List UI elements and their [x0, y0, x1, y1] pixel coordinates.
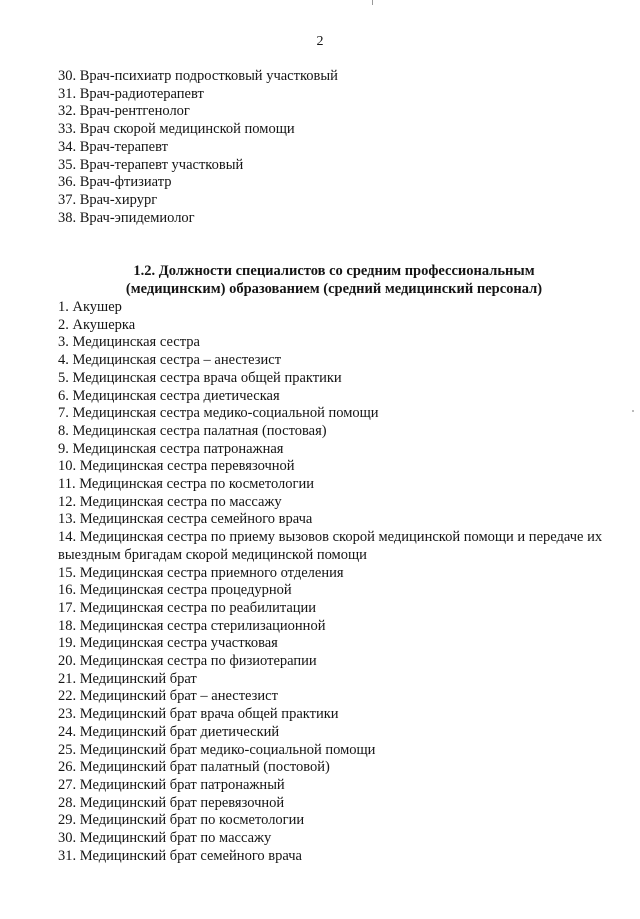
- list-item: 30. Медицинский брат по массажу: [58, 830, 272, 847]
- nursing-positions-list: [58, 299, 610, 866]
- list-item: 14. Медицинская сестра по приему вызовов скорой медицинской помощи и передаче их выездным бригадам скорой медицинской помощи: [58, 529, 603, 563]
- list-item: 33. Врач скорой медицинской помощи: [58, 121, 295, 138]
- scan-artifact: [372, 0, 373, 5]
- list-item: 9. Медицинская сестра патронажная: [58, 440, 284, 457]
- list-item: 8. Медицинская сестра палатная (постовая): [58, 422, 327, 439]
- list-item: 34. Врач-терапевт: [58, 138, 168, 155]
- list-item: 6. Медицинская сестра диетическая: [58, 387, 280, 404]
- list-item: 22. Медицинский брат – анестезист: [58, 688, 278, 705]
- list-item: 2. Акушерка: [58, 316, 136, 333]
- list-item: 24. Медицинский брат диетический: [58, 723, 280, 740]
- list-item: 27. Медицинский брат патронажный: [58, 776, 285, 793]
- list-item: 26. Медицинский брат палатный (постовой): [58, 759, 330, 776]
- section-heading-line: 1.2. Должности специалистов со средним профессиональным: [133, 263, 535, 279]
- scan-artifact: [632, 410, 634, 412]
- list-item: 25. Медицинский брат медико-социальной помощи: [58, 741, 376, 758]
- list-item: 38. Врач-эпидемиолог: [58, 209, 195, 226]
- section-heading: [58, 262, 610, 298]
- list-item: 18. Медицинская сестра стерилизационной: [58, 617, 326, 634]
- list-item: 19. Медицинская сестра участковая: [58, 635, 278, 652]
- list-item: 37. Врач-хирург: [58, 191, 158, 208]
- list-item: 23. Медицинский брат врача общей практики: [58, 706, 339, 723]
- list-item: 4. Медицинская сестра – анестезист: [58, 352, 282, 369]
- list-item: 28. Медицинский брат перевязочной: [58, 794, 285, 811]
- list-item: 1. Акушер: [58, 299, 122, 315]
- list-item: 13. Медицинская сестра семейного врача: [58, 511, 313, 528]
- list-item: 10. Медицинская сестра перевязочной: [58, 458, 295, 475]
- list-item: 35. Врач-терапевт участковый: [58, 156, 244, 173]
- list-item: 31. Медицинский брат семейного врача: [58, 847, 302, 864]
- list-item: 3. Медицинская сестра: [58, 334, 200, 351]
- list-item: 15. Медицинская сестра приемного отделения: [58, 564, 344, 581]
- list-item: 21. Медицинский брат: [58, 670, 197, 687]
- list-item: 7. Медицинская сестра медико-социальной помощи: [58, 405, 379, 422]
- list-item: 36. Врач-фтизиатр: [58, 174, 172, 191]
- list-item: 32. Врач-рентгенолог: [58, 103, 190, 120]
- list-item: 12. Медицинская сестра по массажу: [58, 493, 282, 510]
- list-item: 16. Медицинская сестра процедурной: [58, 582, 292, 599]
- list-item: 31. Врач-радиотерапевт: [58, 85, 204, 102]
- page-number: 2: [316, 34, 324, 49]
- list-item: 11. Медицинская сестра по косметологии: [58, 476, 314, 493]
- list-item: 29. Медицинский брат по косметологии: [58, 812, 305, 829]
- list-item: 5. Медицинская сестра врача общей практики: [58, 369, 342, 386]
- physician-positions-list: [58, 68, 338, 227]
- section-heading-line: (медицинским) образованием (средний медицинский персонал): [125, 281, 543, 297]
- list-item: 17. Медицинская сестра по реабилитации: [58, 599, 317, 616]
- list-item: 30. Врач-психиатр подростковый участковый: [58, 68, 338, 84]
- list-item: 20. Медицинская сестра по физиотерапии: [58, 653, 317, 670]
